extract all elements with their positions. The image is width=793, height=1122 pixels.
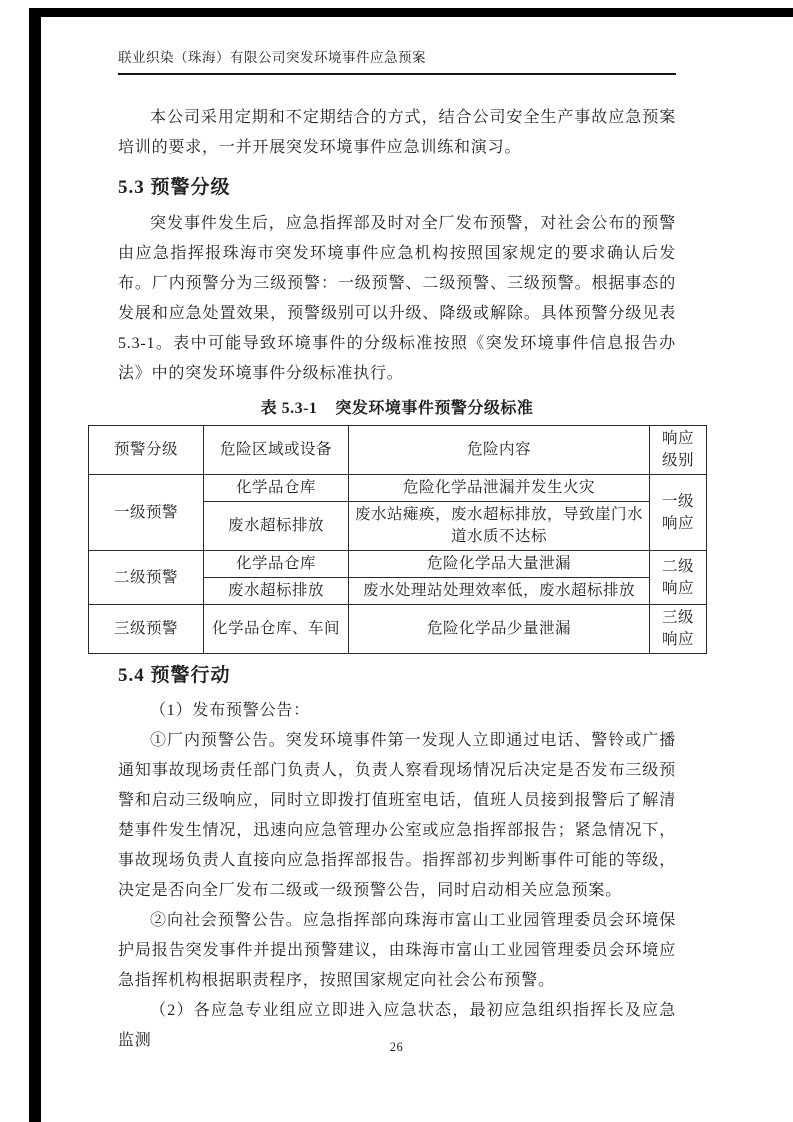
table-header-level: 预警分级 xyxy=(89,426,204,475)
table-caption-label: 表 5.3-1 xyxy=(260,400,318,417)
table-row xyxy=(89,475,707,502)
table-cell-area: 化学品仓库 xyxy=(204,475,349,502)
table-cell-response-3: 三级响应 xyxy=(650,605,707,654)
table-cell-area: 化学品仓库 xyxy=(204,551,349,578)
scan-border-top-line xyxy=(29,8,793,17)
warning-level-table xyxy=(88,425,707,654)
intro-paragraph: 本公司采用定期和不定期结合的方式，结合公司安全生产事故应急预案培训的要求，一并开展突发环境事件应急训练和演习。 xyxy=(118,109,676,156)
table-cell-content: 危险化学品大量泄漏 xyxy=(349,551,650,578)
para-factory-warning-notice: ①厂内预警公告。突发环境事件第一发现人立即通过电话、警铃或广播通知事故现场责任部门负责人，负责人察看现场情况后决定是否发布三级预警和启动三级响应，同时立即拨打值班室电话，值班人员接到报警后了解清楚事件发生情况，迅速向应急管理办公室或应急指挥部报告；紧急情况下，事故现场负责人直接向应急指挥部报告。指挥部初步判断事件可能的等级，决定是否向全厂发布二级或一级预警公告，同时启动相关应急预案。 xyxy=(118,732,676,899)
table-cell-area: 废水超标排放 xyxy=(204,578,349,605)
scan-border-left-line xyxy=(29,8,41,1122)
section-5-3-heading: 5.3 预警分级 xyxy=(118,177,231,198)
table-caption-title: 突发环境事件预警分级标准 xyxy=(335,400,534,417)
table-cell-content: 危险化学品少量泄漏 xyxy=(349,605,650,654)
document-header-title: 联业织染（珠海）有限公司突发环境事件应急预案 xyxy=(118,46,676,75)
table-cell-content: 废水站瘫痪，废水超标排放，导致崖门水道水质不达标 xyxy=(349,502,650,551)
para-public-warning-notice: ②向社会预警公告。应急指挥部向珠海市富山工业园管理委员会环境保护局报告突发事件并提出预警建议，由珠海市富山工业园管理委员会环境应急指挥机构根据职责程序，按照国家规定向社会公布预警。 xyxy=(118,912,676,989)
section-5-4-heading: 5.4 预警行动 xyxy=(118,665,231,686)
para-emergency-groups: （2）各应急专业组应立即进入应急状态，最初应急组织指挥长及应急监测 xyxy=(118,1002,676,1049)
table-cell-level-3: 三级预警 xyxy=(89,605,204,654)
table-header-response: 响应级别 xyxy=(650,426,707,475)
table-caption xyxy=(118,398,676,420)
table-row xyxy=(89,605,707,654)
table-cell-level-2: 二级预警 xyxy=(89,551,204,605)
table-cell-level-1: 一级预警 xyxy=(89,475,204,551)
table-cell-content: 危险化学品泄漏并发生火灾 xyxy=(349,475,650,502)
table-cell-area: 化学品仓库、车间 xyxy=(204,605,349,654)
table-row xyxy=(89,551,707,578)
table-header-content: 危险内容 xyxy=(349,426,650,475)
section-5-3-body: 突发事件发生后，应急指挥部及时对全厂发布预警，对社会公布的预警由应急指挥报珠海市突发环境事件应急机构按照国家规定的要求确认后发布。厂内预警分为三级预警：一级预警、二级预警、三级预警。根据事态的发展和应急处置效果，预警级别可以升级、降级或解除。具体预警分级见表 5.3-1。表中可能导致环境事件的分级标准按照《突发环境事件信息报告办法》中的突发环境事件分级标准执行。 xyxy=(118,215,676,382)
para-publish-warning-notice: （1）发布预警公告： xyxy=(150,702,311,719)
table-cell-area: 废水超标排放 xyxy=(204,502,349,551)
table-cell-response-1: 一级响应 xyxy=(650,475,707,551)
table-cell-content: 废水处理站处理效率低，废水超标排放 xyxy=(349,578,650,605)
page-number: 26 xyxy=(389,1040,404,1054)
table-header-row xyxy=(89,426,707,475)
table-cell-response-2: 二级响应 xyxy=(650,551,707,605)
page-content xyxy=(113,46,694,1056)
table-header-area: 危险区域或设备 xyxy=(204,426,349,475)
